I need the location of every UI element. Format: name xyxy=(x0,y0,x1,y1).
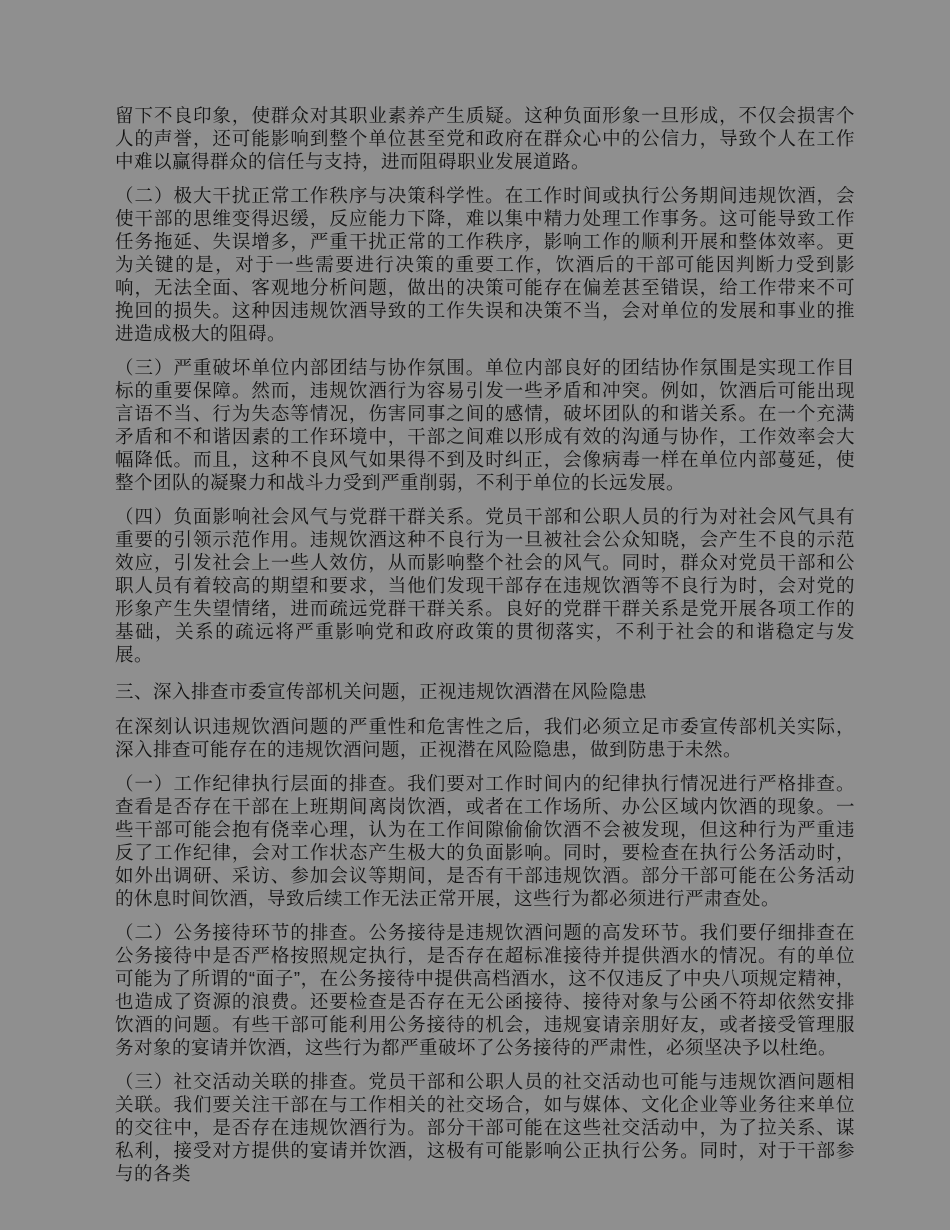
paragraph: （一）工作纪律执行层面的排查。我们要对工作时间内的纪律执行情况进行严格排查。查看是否存在干部在上班期间离岗饮酒，或者在工作场所、办公区域内饮酒的现象。一些干部可能会抱有侥幸心理，认为在工作间隙偷偷饮酒不会被发现，但这种行为严重违反了工作纪律，会对工作状态产生极大的负面影响。同时，要检查在执行公务活动时，如外出调研、采访、参加会议等期间，是否有干部违规饮酒。部分干部可能在公务活动的休息时间饮酒，导致后续工作无法正常开展，这些行为都必须进行严肃查处。 xyxy=(115,773,855,909)
section-heading: 三、深入排查市委宣传部机关问题，正视违规饮酒潜在风险隐患 xyxy=(115,681,648,702)
paragraph: （三）严重破坏单位内部团结与协作氛围。单位内部良好的团结协作氛围是实现工作目标的重要保障。然而，违规饮酒行为容易引发一些矛盾和冲突。例如，饮酒后可能出现言语不当、行为失态等情况，伤害同事之间的感情，破坏团队的和谐关系。在一个充满矛盾和不和谐因素的工作环境中，干部之间难以形成有效的沟通与协作，工作效率会大幅降低。而且，这种不良风气如果得不到及时纠正，会像病毒一样在单位内部蔓延，使整个团队的凝聚力和战斗力受到严重削弱，不利于单位的长远发展。 xyxy=(115,357,855,493)
paragraph: （四）负面影响社会风气与党群干群关系。党员干部和公职人员的行为对社会风气具有重要的引领示范作用。违规饮酒这种不良行为一旦被社会公众知晓，会产生不良的示范效应，引发社会上一些人效仿，从而影响整个社会的风气。同时，群众对党员干部和公职人员有着较高的期望和要求，当他们发现干部存在违规饮酒等不良行为时，会对党的形象产生失望情绪，进而疏远党群干群关系。良好的党群干群关系是党开展各项工作的基础，关系的疏远将严重影响党和政府政策的贯彻落实，不利于社会的和谐稳定与发展。 xyxy=(115,506,855,665)
paragraph: （二）公务接待环节的排查。公务接待是违规饮酒问题的高发环节。我们要仔细排查在公务接待中是否严格按照规定执行，是否存在超标准接待并提供酒水的情况。有的单位可能为了所谓的“面子”，在公务接待中提供高档酒水，这不仅违反了中央八项规定精神，也造成了资源的浪费。还要检查是否存在无公函接待、接待对象与公函不符却依然安排饮酒的问题。有些干部可能利用公务接待的机会，违规宴请亲朋好友，或者接受管理服务对象的宴请并饮酒，这些行为都严重破坏了公务接待的严肃性，必须坚决予以杜绝。 xyxy=(115,922,855,1058)
paragraph: （二）极大干扰正常工作秩序与决策科学性。在工作时间或执行公务期间违规饮酒，会使干部的思维变得迟缓，反应能力下降，难以集中精力处理工作事务。这可能导致工作任务拖延、失误增多，严重干扰正常的工作秩序，影响工作的顺利开展和整体效率。更为关键的是，对于一些需要进行决策的重要工作，饮酒后的干部可能因判断力受到影响，无法全面、客观地分析问题，做出的决策可能存在偏差甚至错误，给工作带来不可挽回的损失。这种因违规饮酒导致的工作失误和决策不当，会对单位的发展和事业的推进造成极大的阻碍。 xyxy=(115,185,855,344)
paragraph: 留下不良印象，使群众对其职业素养产生质疑。这种负面形象一旦形成，不仅会损害个人的声誉，还可能影响到整个单位甚至党和政府在群众心中的公信力，导致个人在工作中难以赢得群众的信任与支持，进而阻碍职业发展道路。 xyxy=(115,105,855,172)
paragraph: （三）社交活动关联的排查。党员干部和公职人员的社交活动也可能与违规饮酒问题相关联。我们要关注干部在与工作相关的社交场合，如与媒体、文化企业等业务往来单位的交往中，是否存在违规饮酒行为。部分干部可能在这些社交活动中，为了拉关系、谋私利，接受对方提供的宴请并饮酒，这极有可能影响公正执行公务。同时，对于干部参与的各类 xyxy=(115,1071,855,1184)
paragraph: 在深刻认识违规饮酒问题的严重性和危害性之后，我们必须立足市委宣传部机关实际，深入排查可能存在的违规饮酒问题，正视潜在风险隐患，做到防患于未然。 xyxy=(115,716,855,760)
document-body xyxy=(115,104,855,1185)
